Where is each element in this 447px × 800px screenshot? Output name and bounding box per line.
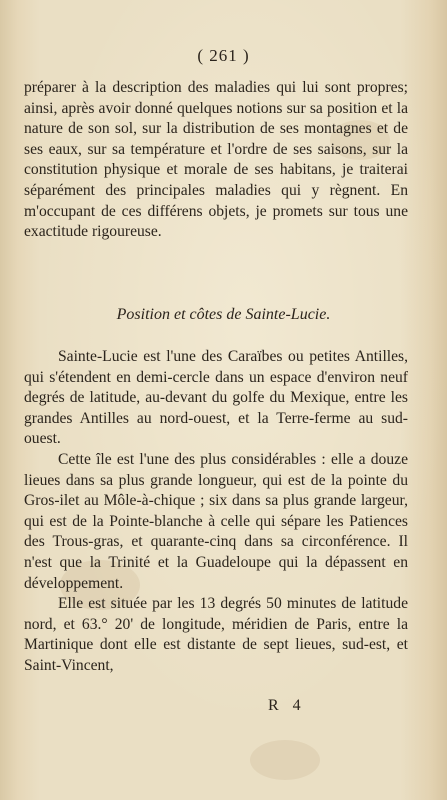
paragraph-location: Elle est située par les 13 degrés 50 minutes de latitude nord, et 63.° 20' de longitude, méridien de Paris, entre la Martinique dont elle est distante de sept lieues, sud-est, et Saint-Vincent, [24, 595, 408, 674]
section-heading: Position et côtes de Sainte-Lucie. [116, 306, 331, 323]
paper-stain [250, 740, 320, 780]
page-number: ( 261 ) [197, 46, 250, 65]
paragraph-sainte-lucie: Sainte-Lucie est l'une des Caraïbes ou petites Antilles, qui s'étendent en demi-cercle dans un espace d'environ neuf degrés de latitude, au-devant du golfe du Mexique, entre les grandes Antilles au nord-ouest, et la Terre-ferme au sud-ouest. [24, 348, 408, 448]
intro-paragraph [24, 78, 408, 243]
body-text [24, 347, 408, 677]
signature-mark: R 4 [268, 697, 306, 714]
paragraph-island-size: Cette île est l'une des plus considérables : elle a douze lieues dans sa plus grande longueur, qui est de la pointe du Gros-ilet au Môle-à-chique ; six dans sa plus grande largeur, qui est de la Pointe-blanche à celle qui sépare les Patiences des Trous-gras, et quarante-cinq dans sa circonférence. Il n'est que la Trinité et la Guadeloupe qui la dépassent en développement. [24, 450, 408, 592]
paragraph-text: préparer à la description des maladies qui lui sont propres; ainsi, après avoir donné quelques notions sur sa position et la nature de son sol, sur la distribution de ses montagnes et de ses eaux, sur sa température et l'ordre de ses saisons, sur la constitution physique et morale de ses habitans, je traiterai séparément des principales maladies qui y règnent. En m'occupant de ces différens objets, je promets sur tous une exactitude rigoureuse. [24, 79, 408, 241]
